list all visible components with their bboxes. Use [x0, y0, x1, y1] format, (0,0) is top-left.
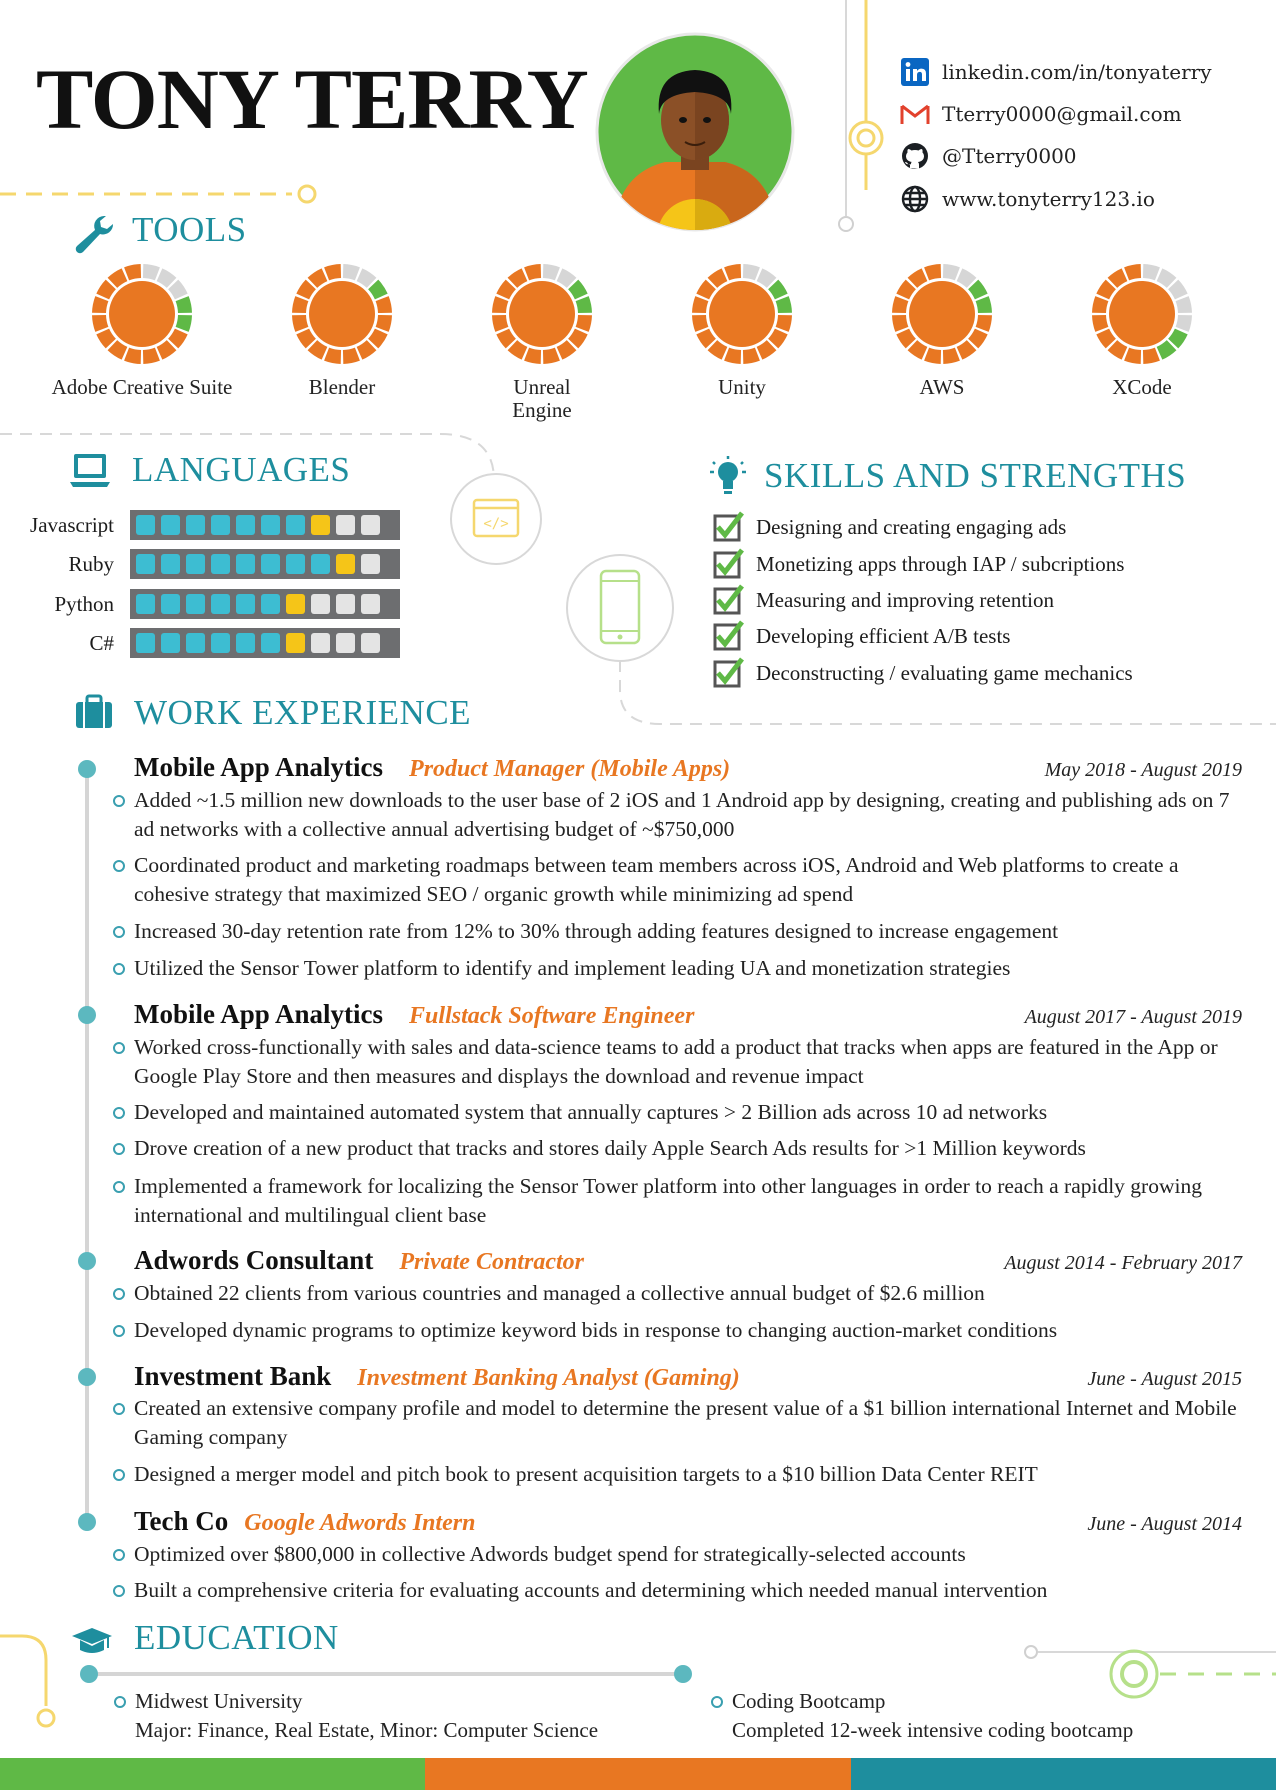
education-title: EDUCATION [134, 1618, 339, 1657]
language-name: Python [54, 591, 114, 616]
language-level-square [236, 633, 255, 653]
tool-ring-center [509, 281, 575, 347]
graduation-cap-icon [70, 1620, 114, 1664]
tool-ring-segment [292, 315, 308, 332]
tool-ring-segment [692, 296, 708, 313]
skill-text: Developing efficient A/B tests [756, 623, 1011, 648]
tool-ring-center [1109, 281, 1175, 347]
language-name: C# [89, 630, 114, 655]
language-level-bar [130, 549, 400, 579]
language-level-square [161, 515, 180, 535]
language-level-square [186, 515, 205, 535]
language-level-square [161, 554, 180, 574]
job-header [134, 1361, 1242, 1395]
language-level-square [211, 633, 230, 653]
job-date: May 2018 - August 2019 [1044, 759, 1242, 781]
checkbox-checked-icon [712, 548, 744, 580]
tool-ring-segment [924, 348, 941, 364]
checkbox-checked-icon [712, 657, 744, 689]
job-bullet: Developed dynamic programs to optimize keyword bids in response to changing auction-market conditions [134, 1316, 1244, 1345]
tool-item [247, 262, 437, 399]
job-date: June - August 2014 [1087, 1513, 1242, 1535]
language-level-bar [130, 589, 400, 619]
job-bullet: Obtained 22 clients from various countries and managed a collective annual budget of $2.6 million [134, 1279, 1244, 1308]
timeline-dot [674, 1665, 692, 1683]
tool-ring-segment [692, 315, 708, 332]
tool-ring-segment [924, 264, 941, 280]
tool-ring [490, 262, 594, 366]
tool-ring-segment [743, 264, 760, 280]
globe-icon [900, 184, 930, 214]
job-date: June - August 2015 [1087, 1368, 1242, 1390]
job-company: Tech Co [134, 1506, 229, 1536]
language-level-square [311, 515, 330, 535]
linkedin-icon [900, 57, 930, 87]
language-level-square [236, 594, 255, 614]
languages-title: LANGUAGES [132, 450, 351, 489]
tool-ring-segment [324, 264, 341, 280]
contact-website-text: www.tonyterry123.io [942, 187, 1155, 211]
tool-ring-segment [292, 296, 308, 313]
tool-ring-segment [124, 348, 141, 364]
tool-item [847, 262, 1037, 399]
tool-label: Unity [718, 375, 766, 399]
job-bullet: Developed and maintained automated system that annually captures > 2 Billion ads across 10 ad networks [134, 1098, 1244, 1127]
tool-ring-center [309, 281, 375, 347]
tool-label: XCode [1112, 375, 1172, 399]
checkbox-checked-icon [712, 620, 744, 652]
language-level-square [161, 633, 180, 653]
education-detail: Major: Finance, Real Estate, Minor: Computer Science [135, 1718, 599, 1742]
wrench-icon [72, 212, 116, 256]
tool-ring-segment [943, 348, 960, 364]
job-date: August 2017 - August 2019 [1024, 1006, 1242, 1028]
job-role: Product Manager (Mobile Apps) [409, 756, 731, 782]
tool-ring [690, 262, 794, 366]
avatar [595, 32, 795, 232]
language-level-square [311, 633, 330, 653]
skill-item [712, 583, 1054, 617]
laptop-icon [68, 448, 112, 492]
language-level-square [211, 515, 230, 535]
tool-ring-segment [1092, 315, 1108, 332]
language-level-bar [130, 510, 400, 540]
footer-band-orange [425, 1758, 851, 1790]
tool-label: Unreal Engine [512, 375, 572, 422]
job-company: Adwords Consultant [134, 1245, 374, 1275]
language-level-square [261, 554, 280, 574]
tool-ring-segment [92, 296, 108, 313]
language-level-square [311, 594, 330, 614]
language-level-square [161, 594, 180, 614]
education-school: Coding Bootcamp [732, 1689, 886, 1713]
language-level-square [236, 554, 255, 574]
tool-ring-segment [343, 264, 360, 280]
tool-ring-segment [376, 315, 392, 332]
language-row [20, 508, 420, 542]
job-bullet: Worked cross-functionally with sales and data-science teams to add a product that tracks when apps are featured in the App or Google Play Store and then measures and displays the download and revenue impact [134, 1033, 1244, 1091]
language-level-square [211, 594, 230, 614]
job-bullet: Optimized over $800,000 in collective Adwords budget spend for strategically-selected accounts [134, 1540, 1244, 1569]
tool-ring-segment [543, 264, 560, 280]
skill-text: Deconstructing / evaluating game mechanics [756, 660, 1133, 685]
tool-ring [290, 262, 394, 366]
contact-linkedin[interactable] [900, 54, 1212, 90]
job-header [134, 1506, 1242, 1540]
timeline-dot [78, 1252, 96, 1270]
language-level-square [336, 633, 355, 653]
skill-item [712, 656, 1133, 690]
language-level-square [361, 633, 380, 653]
language-name: Ruby [68, 551, 114, 576]
language-level-square [286, 633, 305, 653]
tool-ring-segment [1092, 296, 1108, 313]
language-level-square [136, 515, 155, 535]
job-bullet: Drove creation of a new product that tracks and stores daily Apple Search Ads results for >1 Million keywords [134, 1134, 1244, 1163]
tool-ring-segment [1176, 315, 1192, 332]
skill-text: Measuring and improving retention [756, 587, 1055, 612]
tool-ring-segment [724, 264, 741, 280]
work-title: WORK EXPERIENCE [134, 693, 472, 732]
tool-label: Adobe Creative Suite [51, 375, 233, 399]
language-level-square [136, 633, 155, 653]
tool-item [1047, 262, 1237, 399]
job-bullet: Coordinated product and marketing roadmaps between team members across iOS, Android and Web platforms to create a cohesive strategy that maximized SEO / organic growth while minimizing ad spend [134, 851, 1244, 909]
tool-ring-segment [92, 315, 108, 332]
language-row [20, 547, 420, 581]
language-level-square [261, 633, 280, 653]
skill-item [712, 510, 1066, 544]
language-row [20, 626, 420, 660]
job-role: Private Contractor [399, 1249, 584, 1275]
tool-ring-segment [976, 296, 992, 313]
language-level-square [261, 515, 280, 535]
language-level-square [286, 515, 305, 535]
tool-ring-segment [376, 296, 392, 313]
job-bullet: Added ~1.5 million new downloads to the user base of 2 iOS and 1 Android app by designing, creating and publishing ads on 7 ad networks with a collective annual advertising budget of ~$750,000 [134, 786, 1244, 844]
tool-ring-segment [324, 348, 341, 364]
tool-ring-segment [1124, 348, 1141, 364]
language-level-square [361, 515, 380, 535]
language-row [20, 587, 420, 621]
tool-ring-segment [576, 315, 592, 332]
tool-ring-segment [1124, 264, 1141, 280]
tool-ring-segment [524, 348, 541, 364]
tool-ring-segment [724, 348, 741, 364]
language-level-square [186, 633, 205, 653]
footer-band-teal [851, 1758, 1276, 1790]
timeline-dot [78, 1368, 96, 1386]
language-level-square [286, 554, 305, 574]
job-bullet: Created an extensive company profile and model to determine the present value of a $1 billion international Internet and Mobile Gaming company [134, 1394, 1244, 1452]
tool-item [447, 262, 637, 422]
tool-ring-center [909, 281, 975, 347]
tool-label: Blender [308, 375, 376, 399]
job-date: August 2014 - February 2017 [1004, 1252, 1242, 1274]
job-header [134, 752, 1242, 786]
language-level-square [261, 594, 280, 614]
tool-ring-segment [776, 315, 792, 332]
contact-email[interactable] [900, 96, 1182, 132]
tool-ring-segment [124, 264, 141, 280]
tool-ring-segment [1143, 348, 1160, 364]
github-icon [900, 141, 930, 171]
language-level-square [336, 554, 355, 574]
checkbox-checked-icon [712, 511, 744, 543]
education-item [135, 1687, 598, 1745]
language-level-square [311, 554, 330, 574]
job-header [134, 1245, 1242, 1279]
tool-ring-segment [492, 315, 508, 332]
tools-title: TOOLS [132, 210, 247, 249]
timeline-dot [80, 1665, 98, 1683]
skill-text: Monetizing apps through IAP / subcriptions [756, 551, 1125, 576]
language-name: Javascript [30, 512, 114, 537]
timeline-dot [78, 1513, 96, 1531]
language-level-bar [130, 628, 400, 658]
tool-ring-segment [776, 296, 792, 313]
job-role: Fullstack Software Engineer [409, 1003, 695, 1029]
tool-ring-segment [1176, 296, 1192, 313]
language-level-square [136, 594, 155, 614]
language-level-square [186, 554, 205, 574]
language-level-square [361, 594, 380, 614]
tool-ring-segment [576, 296, 592, 313]
timeline-dot [78, 1006, 96, 1024]
tool-ring-segment [943, 264, 960, 280]
gmail-icon [900, 99, 930, 129]
contact-website[interactable] [900, 181, 1155, 217]
skills-title: SKILLS AND STRENGTHS [764, 456, 1187, 495]
job-company: Mobile App Analytics [134, 752, 384, 782]
tool-item [647, 262, 837, 399]
language-level-square [136, 554, 155, 574]
skill-item [712, 619, 1010, 653]
tool-ring-segment [543, 348, 560, 364]
timeline-dot [78, 760, 96, 778]
education-school: Midwest University [135, 1689, 303, 1713]
language-level-square [211, 554, 230, 574]
tool-ring-segment [143, 348, 160, 364]
skill-text: Designing and creating engaging ads [756, 514, 1067, 539]
tool-ring-segment [1143, 264, 1160, 280]
language-level-square [286, 594, 305, 614]
language-level-square [186, 594, 205, 614]
job-bullet: Implemented a framework for localizing the Sensor Tower platform into other languages in order to reach a rapidly growing international and multilingual client base [134, 1172, 1244, 1230]
checkbox-checked-icon [712, 584, 744, 616]
education-detail: Completed 12-week intensive coding bootcamp [732, 1718, 1134, 1742]
footer-band-green [0, 1758, 425, 1790]
tool-ring-segment [143, 264, 160, 280]
briefcase-icon [72, 690, 116, 734]
language-level-square [361, 554, 380, 574]
tool-ring-center [109, 281, 175, 347]
contact-github[interactable] [900, 138, 1077, 174]
contact-linkedin-text: linkedin.com/in/tonyaterry [942, 60, 1212, 84]
language-level-square [336, 515, 355, 535]
skill-item [712, 547, 1124, 581]
contact-email-text: Tterry0000@gmail.com [942, 102, 1182, 126]
tool-ring-segment [176, 296, 192, 313]
tool-ring [1090, 262, 1194, 366]
job-header [134, 999, 1242, 1033]
tool-ring-segment [976, 315, 992, 332]
lightbulb-icon [706, 454, 750, 498]
tool-ring-segment [892, 296, 908, 313]
person-name: TONY TERRY [36, 51, 588, 147]
tool-ring-segment [743, 348, 760, 364]
job-role: Google Adwords Intern [244, 1510, 476, 1536]
education-item [732, 1687, 1133, 1745]
tool-ring-segment [524, 264, 541, 280]
contact-github-text: @Tterry0000 [942, 144, 1077, 168]
job-bullet: Designed a merger model and pitch book to present acquisition targets to a $10 billion Data Center REIT [134, 1460, 1244, 1489]
phone-icon [565, 553, 675, 663]
job-bullet: Increased 30-day retention rate from 12% to 30% through adding features designed to increase engagement [134, 917, 1244, 946]
tool-ring-center [709, 281, 775, 347]
tool-ring [890, 262, 994, 366]
job-company: Mobile App Analytics [134, 999, 384, 1029]
job-bullet: Built a comprehensive criteria for evaluating accounts and determining which needed manual intervention [134, 1576, 1244, 1605]
tool-ring-segment [176, 315, 192, 332]
tool-item [47, 262, 237, 399]
tool-label: AWS [919, 375, 965, 399]
tool-ring-segment [343, 348, 360, 364]
job-company: Investment Bank [134, 1361, 332, 1391]
code-window-icon [449, 472, 543, 566]
job-role: Investment Banking Analyst (Gaming) [357, 1365, 740, 1391]
tool-ring [90, 262, 194, 366]
language-level-square [236, 515, 255, 535]
job-bullet: Utilized the Sensor Tower platform to identify and implement leading UA and monetization strategies [134, 954, 1244, 983]
svg-text:</>: </> [483, 516, 509, 532]
tool-ring-segment [892, 315, 908, 332]
tool-ring-segment [492, 296, 508, 313]
language-level-square [336, 594, 355, 614]
